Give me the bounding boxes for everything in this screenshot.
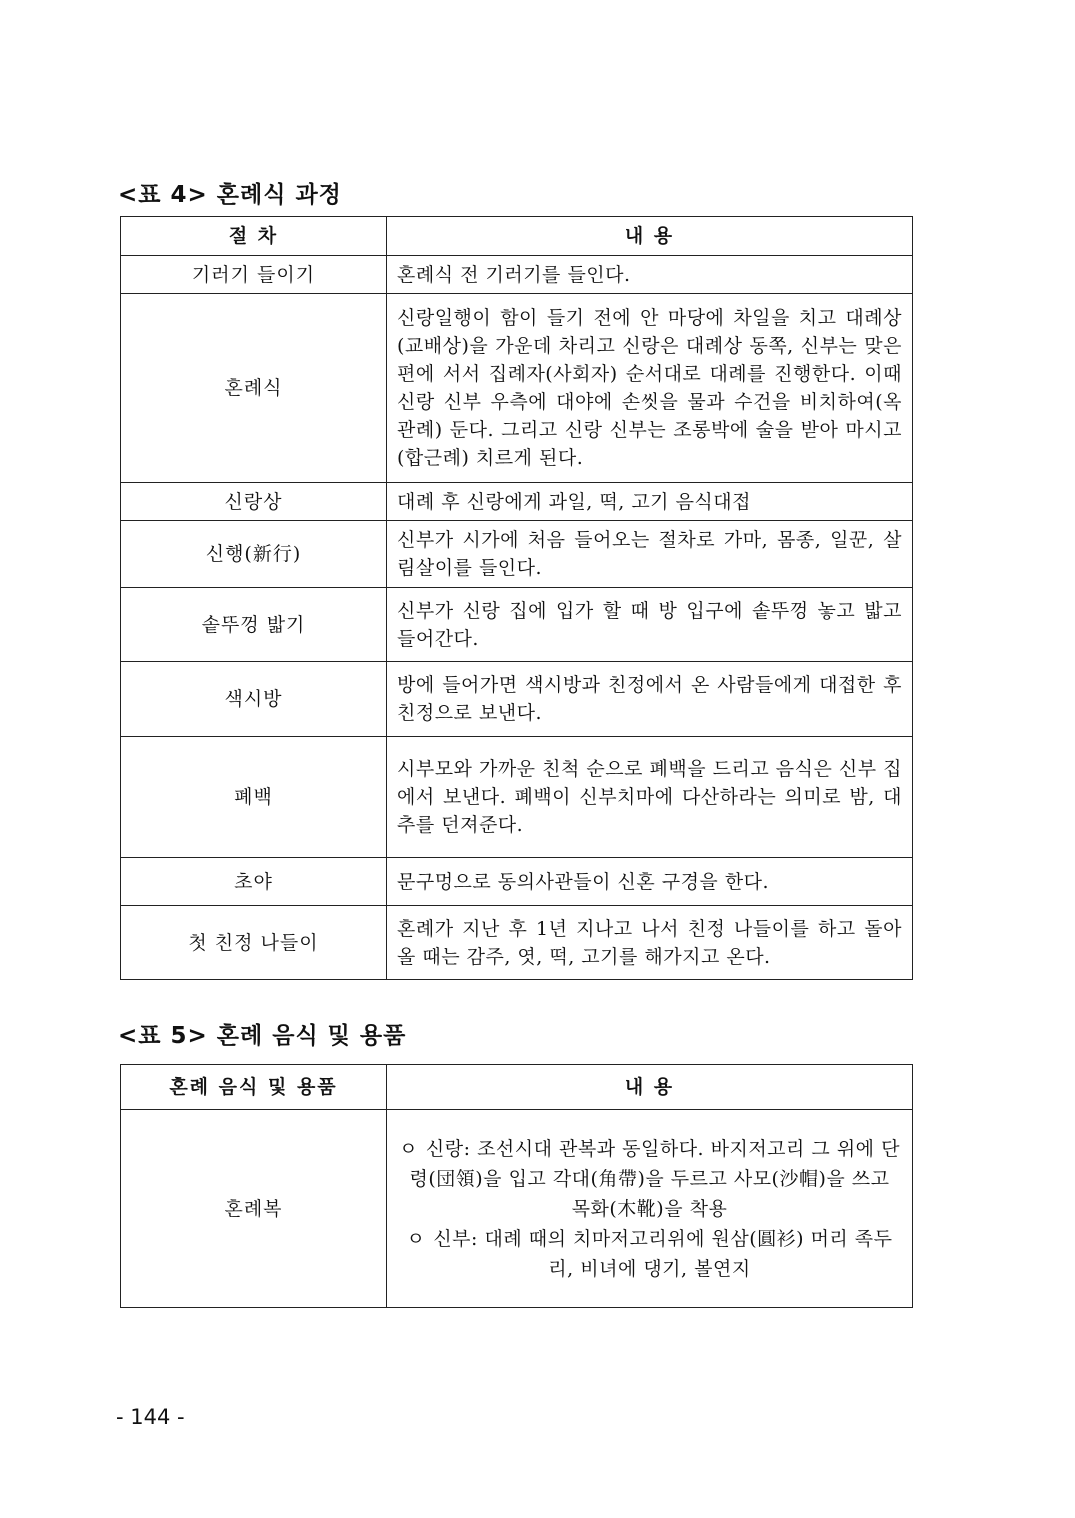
table-row bbox=[121, 737, 913, 858]
content-cell: 신부가 시가에 처음 들어오는 절차로 가마, 몸종, 일꾼, 살림살이를 들인다. bbox=[387, 521, 913, 588]
wedding-process-table bbox=[120, 216, 913, 980]
content-cell: 방에 들어가면 색시방과 친정에서 온 사람들에게 대접한 후 친정으로 보낸다. bbox=[387, 662, 913, 737]
item-cell: 혼례복 bbox=[121, 1110, 387, 1308]
content-cell: 시부모와 가까운 친척 순으로 폐백을 드리고 음식은 신부 집에서 보낸다. 폐백이 신부치마에 다산하라는 의미로 밤, 대추를 던져준다. bbox=[387, 737, 913, 858]
step-cell: 기러기 들이기 bbox=[121, 256, 387, 294]
bullet-list bbox=[397, 1134, 902, 1284]
content-cell: 신랑일행이 함이 들기 전에 안 마당에 차일을 치고 대례상(교배상)을 가운데 차리고 신랑은 대례상 동쪽, 신부는 맞은편에 서서 집례자(사회자) 순서대로 대례를 진행한다. 이때 신랑 신부 우측에 대야에 손씻을 물과 수건을 비치하여(옥관례) 둔다. 그리고 신랑 신부는 조롱박에 술을 받아 마시고(합근례) 치르게 된다. bbox=[387, 294, 913, 483]
list-item bbox=[397, 1134, 902, 1224]
content-cell: 신부가 신랑 집에 입가 할 때 방 입구에 솥뚜껑 놓고 밟고 들어간다. bbox=[387, 588, 913, 662]
table-row bbox=[121, 858, 913, 906]
bullet-mark: ㅇ bbox=[406, 1227, 426, 1250]
bullet-text: 신랑: 조선시대 관복과 동일하다. 바지저고리 그 위에 단령(団領)을 입고 각대(角帶)을 두르고 사모(沙帽)을 쓰고 목화(木靴)을 착용 bbox=[409, 1137, 900, 1220]
content-cell: 혼례가 지난 후 1년 지나고 나서 친정 나들이를 하고 돌아올 때는 감주, 엿, 떡, 고기를 해가지고 온다. bbox=[387, 906, 913, 980]
step-cell: 신행(新行) bbox=[121, 521, 387, 588]
header-content: 내 용 bbox=[387, 217, 913, 256]
list-item bbox=[397, 1224, 902, 1284]
step-cell: 초야 bbox=[121, 858, 387, 906]
content-cell: 대례 후 신랑에게 과일, 떡, 고기 음식대접 bbox=[387, 483, 913, 521]
table-row bbox=[121, 662, 913, 737]
step-cell: 색시방 bbox=[121, 662, 387, 737]
header-step: 절 차 bbox=[121, 217, 387, 256]
table-row bbox=[121, 294, 913, 483]
bullet-mark: ㅇ bbox=[399, 1137, 418, 1160]
content-cell bbox=[387, 1110, 913, 1308]
bullet-text: 신부: 대례 때의 치마저고리위에 원삼(圓衫) 머리 족두리, 비녀에 댕기, 볼연지 bbox=[433, 1227, 893, 1280]
table-row bbox=[121, 483, 913, 521]
page-number: - 144 - bbox=[116, 1405, 185, 1429]
content-cell: 문구멍으로 동의사관들이 신혼 구경을 한다. bbox=[387, 858, 913, 906]
table-row bbox=[121, 521, 913, 588]
header-content: 내 용 bbox=[387, 1065, 913, 1110]
step-cell: 솥뚜껑 밟기 bbox=[121, 588, 387, 662]
step-cell: 폐백 bbox=[121, 737, 387, 858]
table-row bbox=[121, 256, 913, 294]
step-cell: 신랑상 bbox=[121, 483, 387, 521]
header-item: 혼례 음식 및 용품 bbox=[121, 1065, 387, 1110]
table4-caption: <표 4> 혼례식 과정 bbox=[118, 182, 342, 208]
table5-caption: <표 5> 혼례 음식 및 용품 bbox=[118, 1023, 407, 1049]
step-cell: 첫 친정 나들이 bbox=[121, 906, 387, 980]
content-cell: 혼례식 전 기러기를 들인다. bbox=[387, 256, 913, 294]
table-row bbox=[121, 906, 913, 980]
step-cell: 혼례식 bbox=[121, 294, 387, 483]
wedding-goods-table bbox=[120, 1064, 913, 1308]
table-row bbox=[121, 1110, 913, 1308]
table-header-row bbox=[121, 1065, 913, 1110]
table-header-row bbox=[121, 217, 913, 256]
table-row bbox=[121, 588, 913, 662]
